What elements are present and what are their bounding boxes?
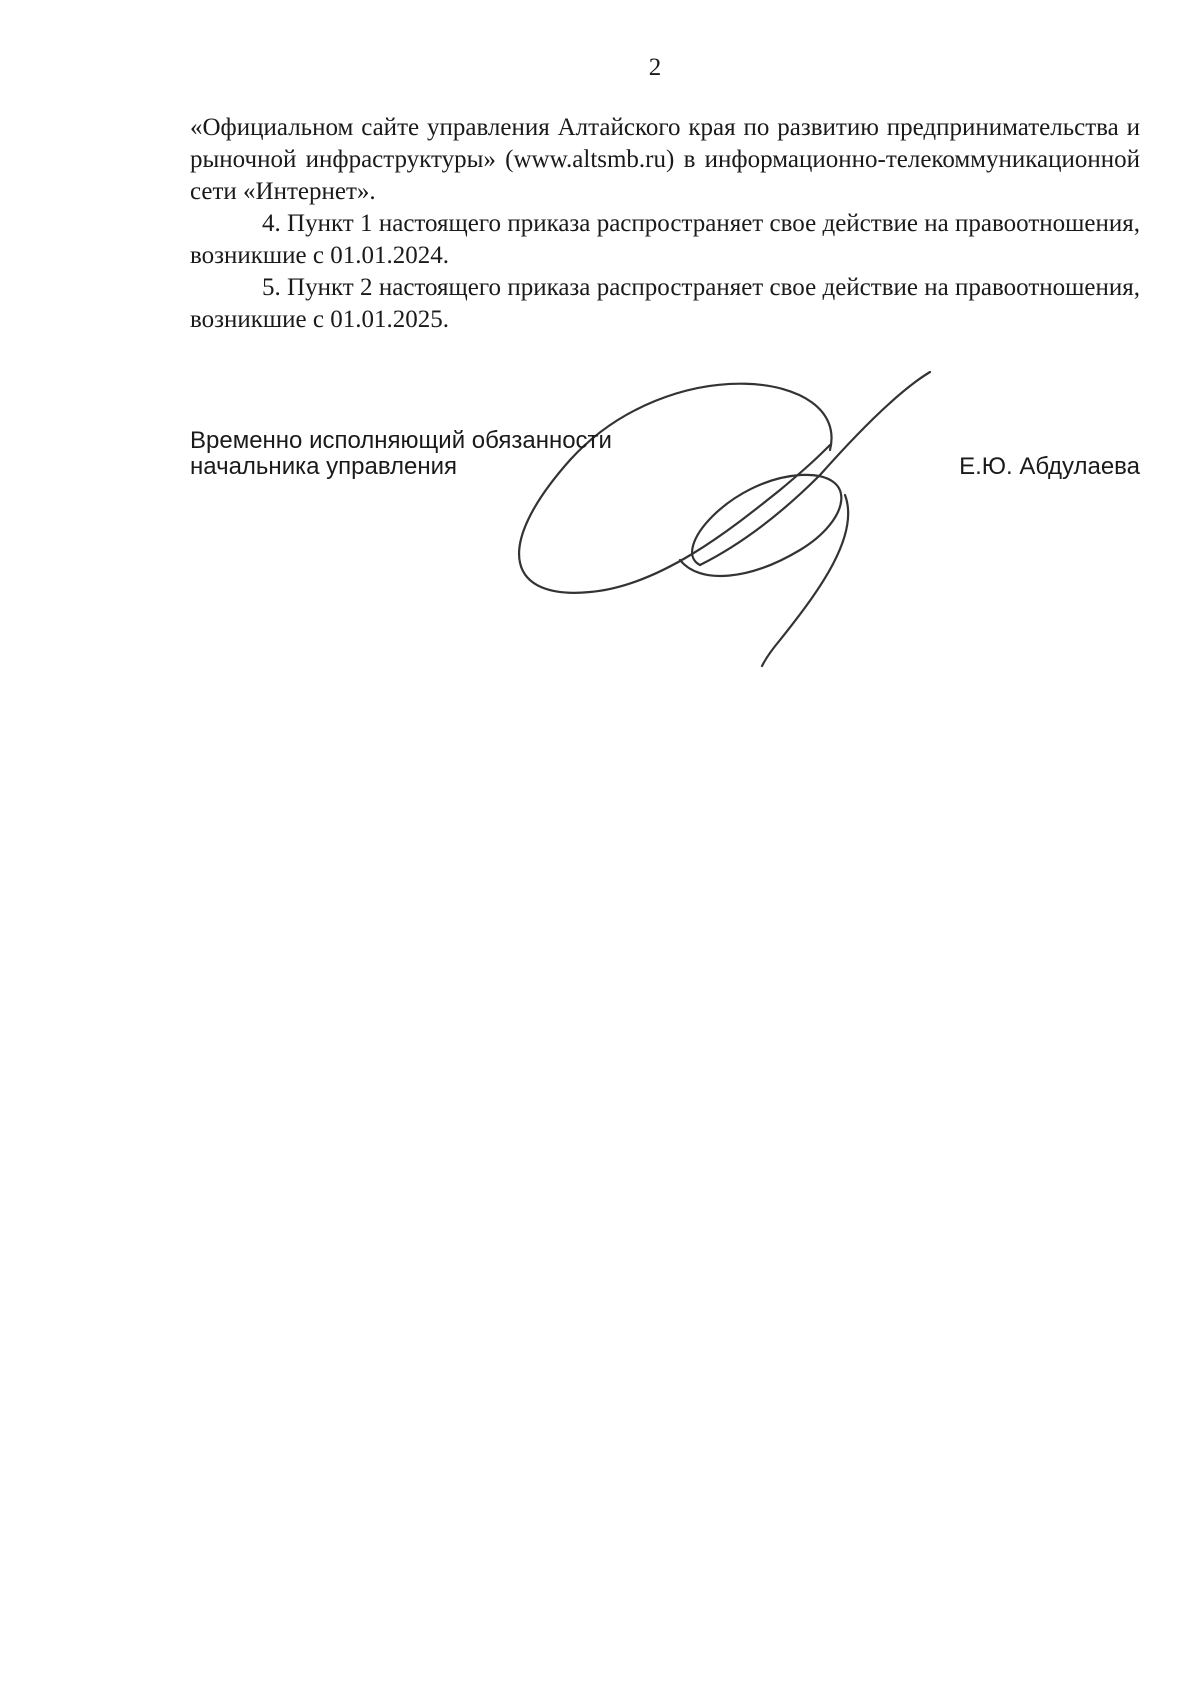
signature-stroke-loop bbox=[519, 384, 831, 593]
handwritten-signature bbox=[500, 360, 960, 670]
signer-position-line2: начальника управления bbox=[190, 453, 458, 480]
signature-stroke-tail bbox=[762, 495, 848, 666]
signature-stroke-inner-loop bbox=[680, 475, 841, 576]
page-number: 2 bbox=[648, 54, 662, 81]
paragraph-item-5: 5. Пункт 2 настоящего приказа распространяет свое действие на правоотношения, возникшие с 01.01.2025. bbox=[190, 274, 1140, 333]
paragraph-item-4: 4. Пункт 1 настоящего приказа распространяет свое действие на правоотношения, возникшие с 01.01.2024. bbox=[190, 210, 1140, 269]
signer-name: Е.Ю. Абдулаева bbox=[959, 453, 1140, 480]
paragraph-continuation: «Официальном сайте управления Алтайского края по развитию предпринимательства и рыночной инфраструктуры» (www.altsmb.ru) в информационно-телекоммуникационной сети «Интернет». bbox=[190, 114, 1140, 205]
signer-position-line1: Временно исполняющий обязанности bbox=[190, 427, 612, 454]
signature-block bbox=[190, 428, 1140, 480]
document-body bbox=[190, 112, 1140, 336]
